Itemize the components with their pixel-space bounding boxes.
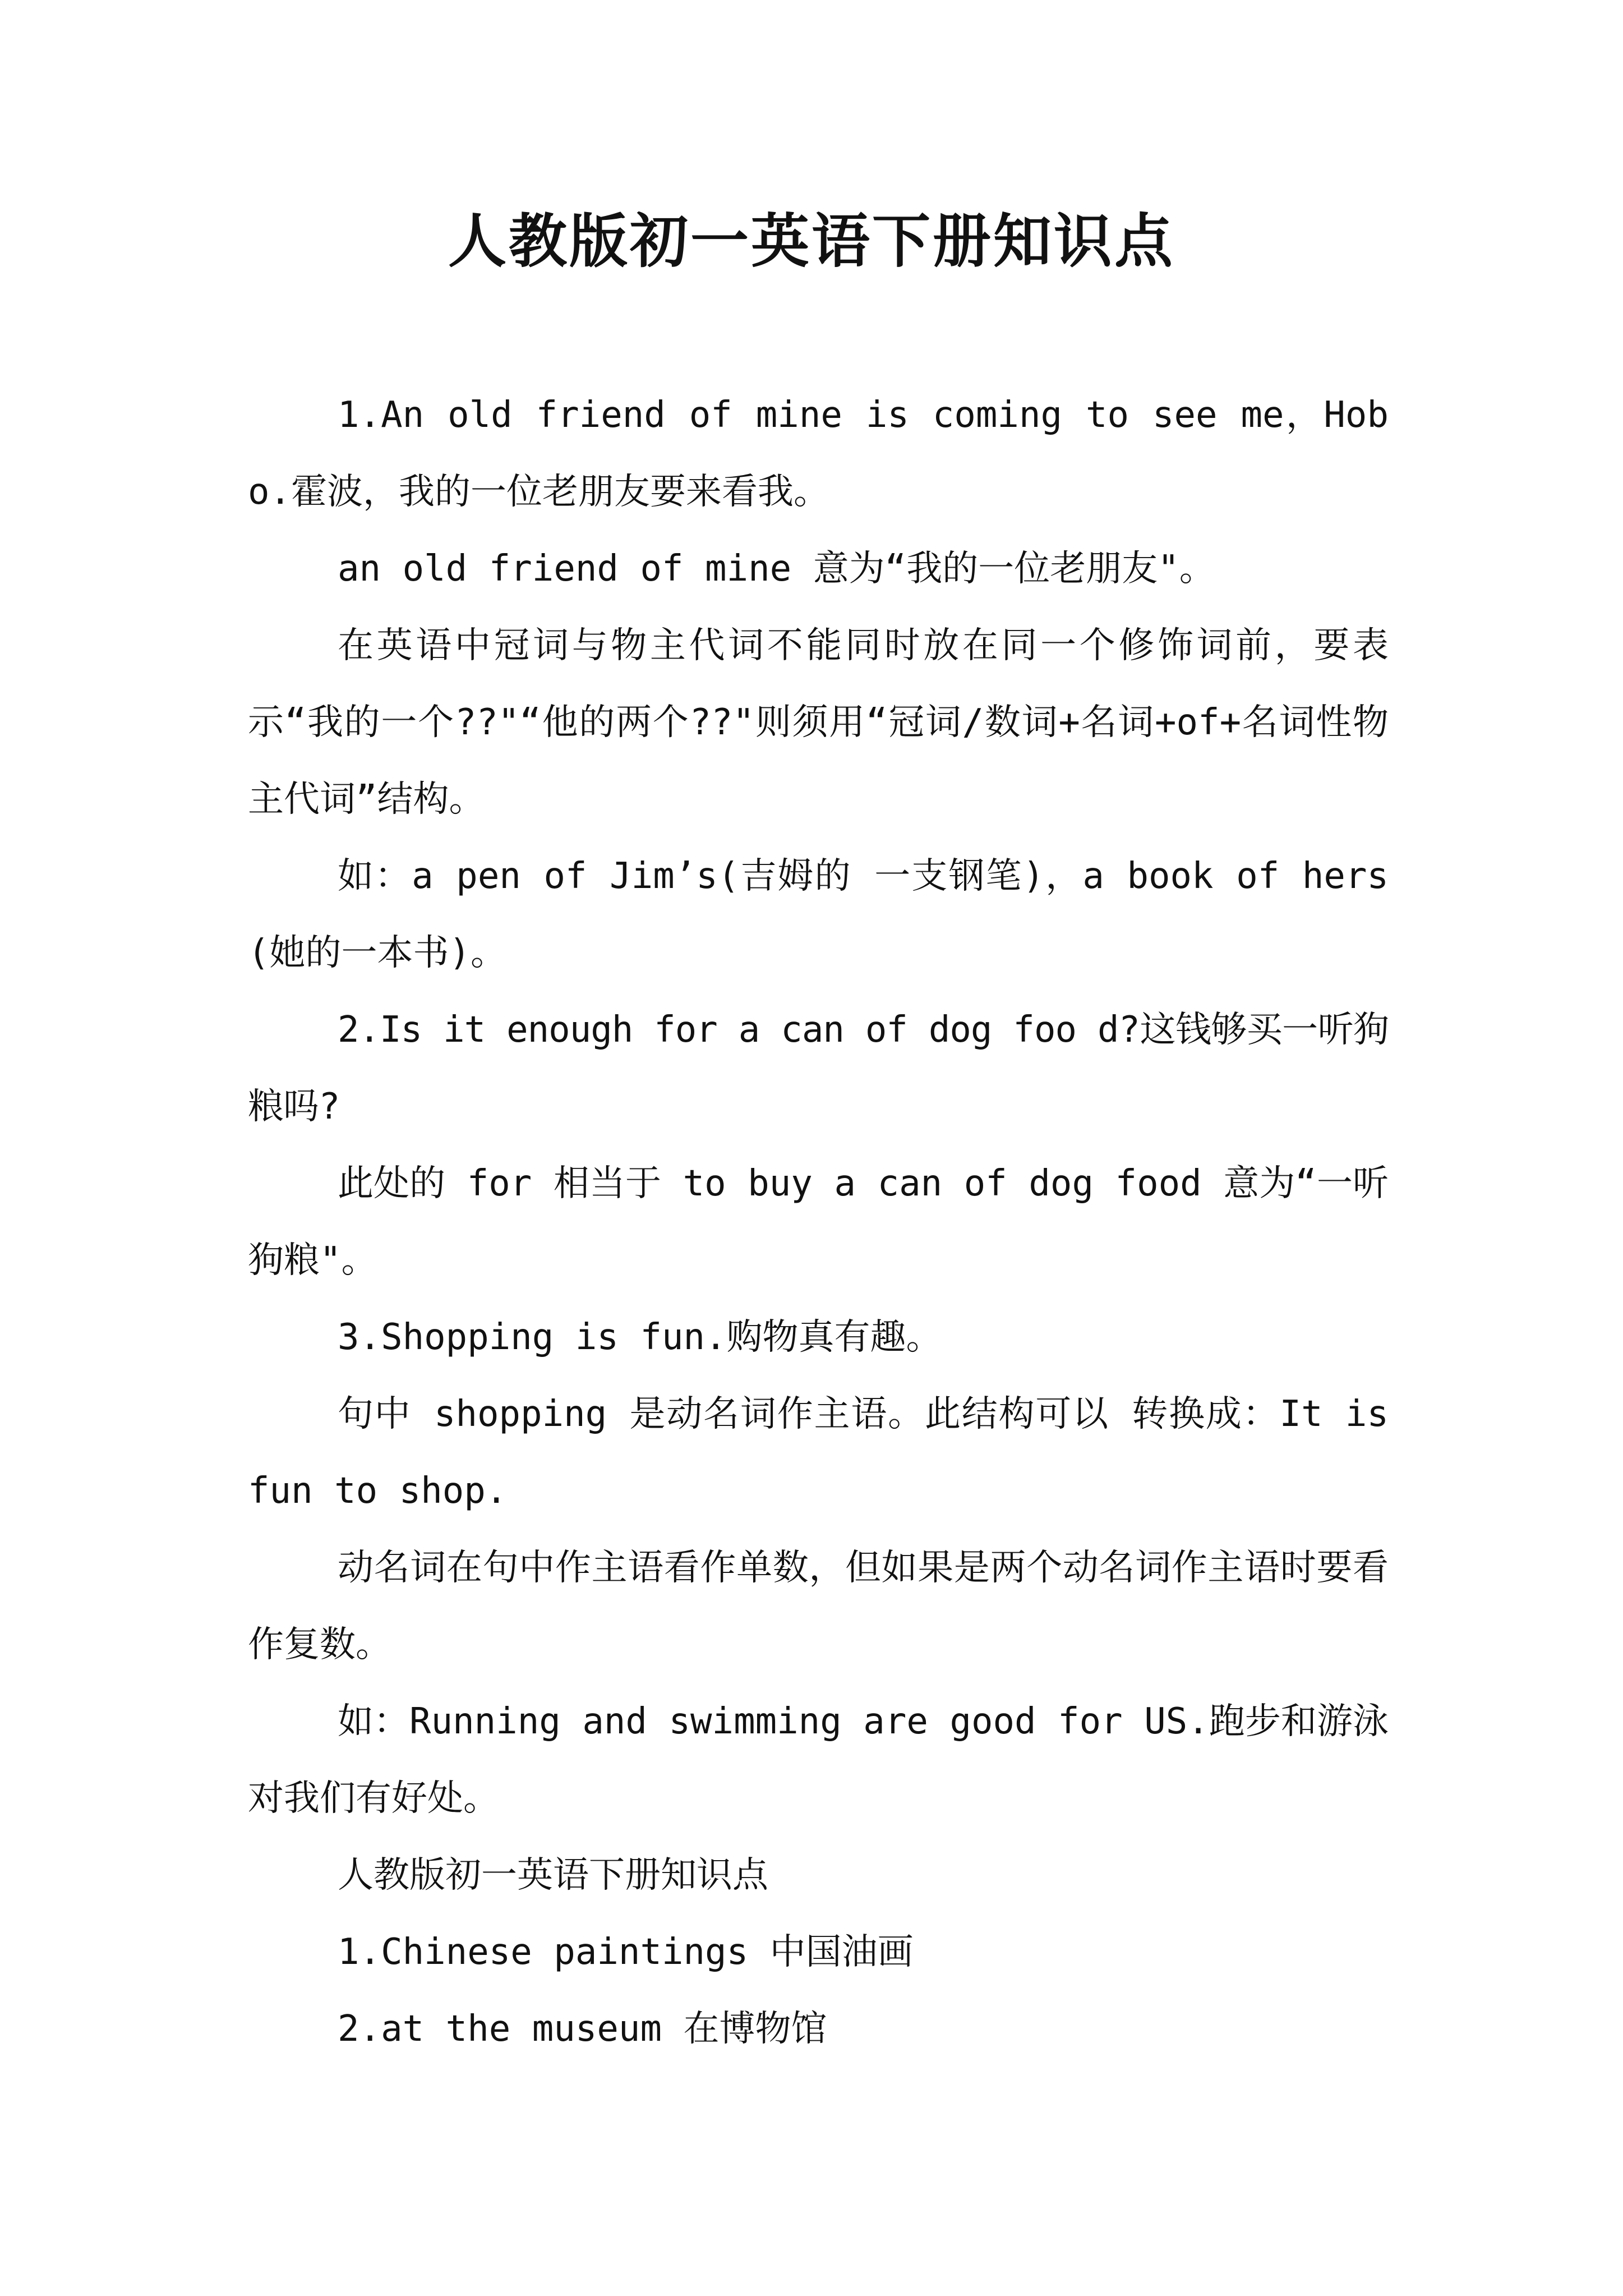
paragraph-12: 1.Chinese paintings 中国油画 [338, 1931, 914, 1973]
paragraph-10: 如：Running and swimming are good for US.跑步和游泳对我们有好处。 [248, 1701, 1389, 1819]
paragraph-11: 人教版初一英语下册知识点 [338, 1855, 768, 1896]
paragraph-5: 2.Is it enough for a can of dog foo d?这钱够买一听狗粮吗? [248, 1009, 1389, 1128]
paragraph-4: 如：a pen of Jim’s(吉姆的 一支钢笔)，a book of hers(她的一本书)。 [248, 855, 1389, 974]
paragraph-2: an old friend of mine 意为“我的一位老朋友"。 [338, 548, 1215, 590]
paragraph-6: 此处的 for 相当于 to buy a can of dog food 意为“一听狗粮"。 [248, 1163, 1389, 1281]
paragraph-3: 在英语中冠词与物主代词不能同时放在同一个修饰词前，要表示“我的一个??"“他的两个??"则须用“冠词/数词+名词+of+名词性物主代词”结构。 [248, 625, 1389, 820]
document-body [248, 377, 1389, 2068]
paragraph-8: 句中 shopping 是动名词作主语。此结构可以 转换成：It is fun to shop. [248, 1393, 1389, 1512]
paragraph-7: 3.Shopping is fun.购物真有趣。 [338, 1317, 942, 1358]
document-title: 人教版初一英语下册知识点 [448, 206, 1175, 275]
paragraph-9: 动名词在句中作主语看作单数，但如果是两个动名词作主语时要看作复数。 [248, 1547, 1389, 1665]
paragraph-1: 1.An old friend of mine is coming to see me，Hobo.霍波，我的一位老朋友要来看我。 [248, 394, 1389, 513]
paragraph-13: 2.at the museum 在博物馆 [338, 2008, 827, 2050]
